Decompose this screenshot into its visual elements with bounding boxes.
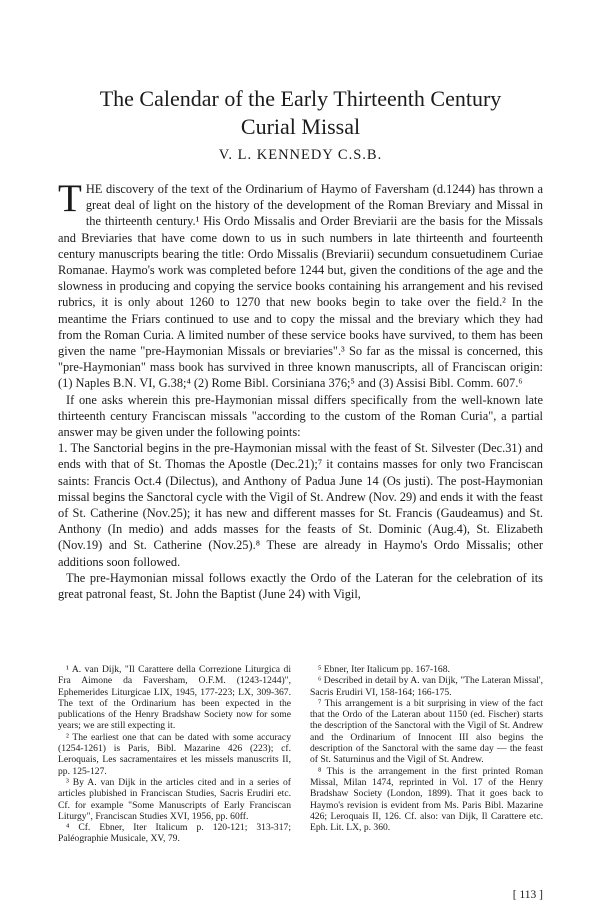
paragraph-1-text: HE discovery of the text of the Ordinarium of Haymo of Faversham (d.1244) has thrown a great deal of light on the history of the development of the Roman Breviary and Missal in the thirteenth century.¹ His Ordo Missalis and Order Breviarii are the basis for the Missals and Breviaries that have come down to us in such numbers in late thirteenth and fourteenth century manuscripts bearing the title: Ordo Missalis (Breviarii) secundum consuetudinem Curiae Romanae. Haymo's work was completed before 1244 but, given the conditions of the age and the slowness in producing and copying the service books containing his arrangement and his revised rubrics, it is only about 1260 to 1270 that new books begin to take over the field.² In the meantime the Friars continued to use and to copy the missal and the breviary which they had from the Roman Curia. A limited number of these service books have survived, to them has been given the name "pre-Haymonian Missals or breviaries".³ So far as the missal is concerned, this "pre-Haymonian" mass book has survived in three known manuscripts, all of Franciscan origin: (1) Naples B.N. VI, G.38;⁴ (2) Rome Bibl. Corsiniana 376;⁵ and (3) Assisi Bibl. Comm. 607.⁶: [58, 182, 543, 391]
paragraph-3: 1. The Sanctorial begins in the pre-Haymonian missal with the feast of St. Silvester (Dec.31) and ends with that of St. Thomas the Apostle (Dec.21);⁷ it contains masses for only two Franciscan saints: Francis Oct.4 (Dilectus), and Anthony of Padua June 14 (Os justi). The post-Haymonian missal begins the Sanctoral cycle with the Vigil of St. Andrew (Nov. 29) and ends it with the feast of St. Catherine (Nov.25); it has new and different masses for St. Francis (Gaudeamus) and St. Anthony (In medio) and adds masses for the feasts of St. Dominic (Aug.4), St. Elizabeth (Nov.19) and St. Catherine (Nov.25).⁸ These are already in Haymo's Ordo Missalis; other additions soon followed.: [58, 441, 543, 569]
footnote: ¹ A. van Dijk, "Il Carattere della Correzione Liturgica di Fra Aimone da Faversham, O.F.M. (1243-1244)", Ephemerides Liturgicae LIX, 1945, 177-223; LX, 309-367. The text of the Ordinarium has been expected in the publications of the Henry Bradshaw Society now for some years; we are still expecting it.: [58, 664, 291, 732]
footnote: ⁶ Described in detail by A. van Dijk, "The Lateran Missal', Sacris Erudiri VI, 158-164; 166-175.: [310, 675, 543, 698]
footnotes-right-column: [310, 664, 543, 845]
title-line-2: Curial Missal: [240, 114, 361, 139]
title-line-1: The Calendar of the Early Thirteenth Century: [99, 86, 502, 111]
paragraph-2: If one asks wherein this pre-Haymonian missal differs specifically from the well-known late thirteenth century Franciscan missals "according to the custom of the Roman Curia", a partial answer may be given under the following points:: [58, 392, 543, 440]
page-number: [ 113 ]: [512, 889, 543, 901]
footnote: ⁸ This is the arrangement in the first printed Roman Missal, Milan 1474, reprinted in Vol. 17 of the Henry Bradshaw Society (London, 1899). That it goes back to Haymo's revision is evident from Ms. Paris Bibl. Mazarine 426; Leroquais II, 126. Cf. also: van Dijk, Il Carattere etc. Eph. Lit. LX, p. 360.: [310, 765, 543, 834]
drop-cap: T: [58, 177, 82, 220]
footnote: ³ By A. van Dijk in the articles cited and in a series of articles plubished in Franciscan Studies, Sacris Erudiri etc. Cf. for example "Some Manuscripts of Early Franciscan Liturgy", Franciscan Studies XVI, 1956, pp. 60ff.: [58, 776, 291, 822]
paragraph-1: [58, 177, 543, 392]
footnote: ⁷ This arrangement is a bit surprising in view of the fact that the Ordo of the Lateran about 1150 (ed. Fischer) starts the description of the Sanctoral with the Vigil of St. Andrew and the Ordinarium of Innocent III also begins the description of the Sanctoral with the same day — the feast of St. Saturninus and the Vigil of St. Andrew.: [310, 697, 543, 766]
author: V. L. KENNEDY C.S.B.: [218, 147, 383, 163]
footnote: ⁴ Cf. Ebner, Iter Italicum p. 120-121; 313-317; Paléographie Musicale, XV, 79.: [58, 822, 291, 845]
paragraph-4: The pre-Haymonian missal follows exactly the Ordo of the Lateran for the celebration of its great patronal feast, St. John the Baptist (June 24) with Vigil,: [58, 570, 543, 602]
footnote: ² The earliest one that can be dated with some accuracy (1254-1261) is Paris, Bibl. Mazarine 426 (223); cf. Leroquais, Les sacramentaires et les missels manuscrits II, pp. 125-127.: [58, 731, 291, 777]
footnotes-left-column: [58, 664, 291, 845]
footnote: ⁵ Ebner, Iter Italicum pp. 167-168.: [318, 664, 450, 675]
body-text: [58, 177, 543, 602]
footnotes: [58, 664, 543, 845]
